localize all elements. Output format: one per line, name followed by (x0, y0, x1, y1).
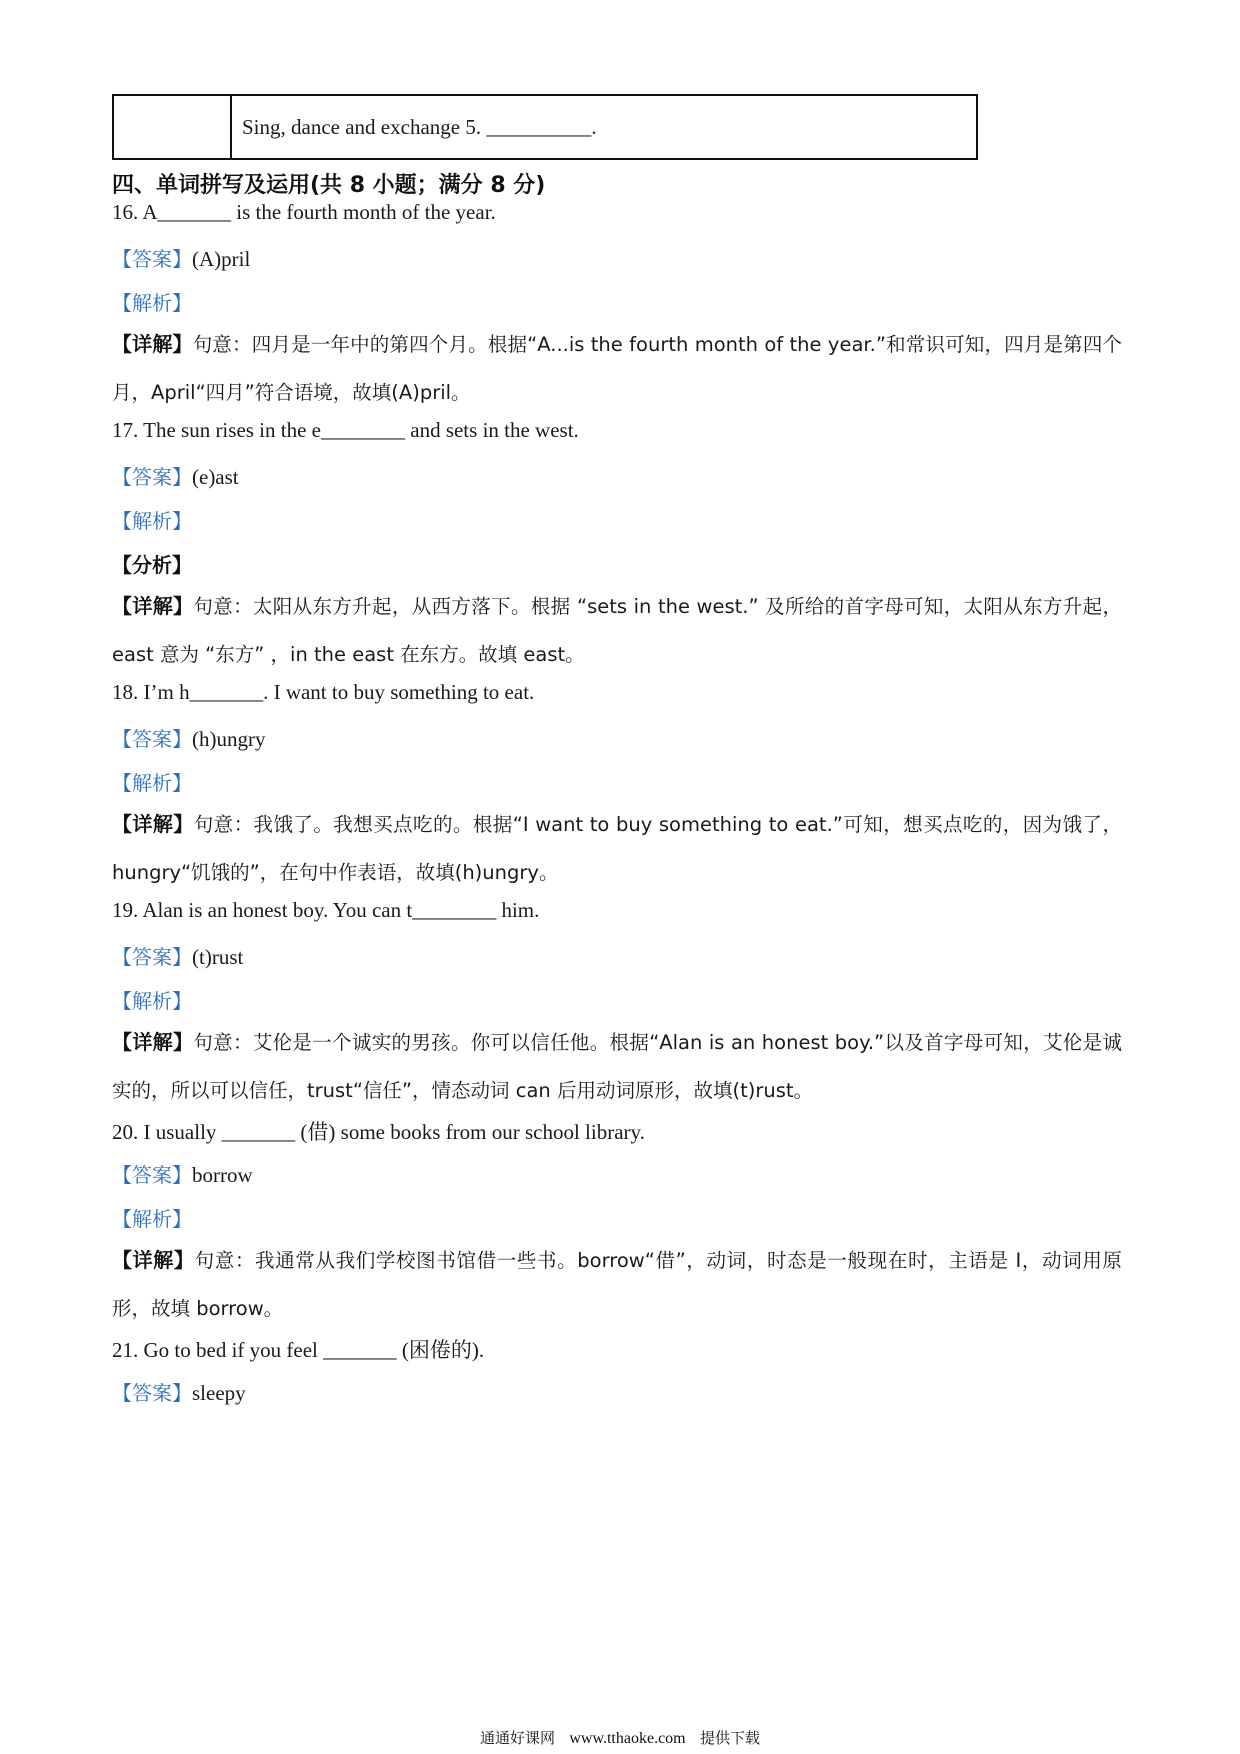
answer-value: sleepy (192, 1381, 246, 1405)
table-empty-cell (114, 96, 232, 158)
analysis-line-17 (112, 505, 192, 534)
analysis-line-19 (112, 985, 192, 1014)
footer-site-name: 通通好课网 (480, 1729, 556, 1747)
answer-line-18 (112, 723, 265, 752)
question-21: 21. Go to bed if you feel _______ (困倦的). (112, 1338, 485, 1362)
detail-text: 句意：我通常从我们学校图书馆借一些书。borrow“借”，动词，时态是一般现在时，主语是 I，动词用原形，故填 borrow。 (112, 1249, 1122, 1320)
answer-line-21 (112, 1377, 246, 1406)
answer-tag: 【答案】 (112, 1163, 192, 1187)
detail-tag: 【详解】 (112, 1030, 194, 1054)
analysis-tag: 【解析】 (112, 771, 192, 795)
analysis-tag: 【解析】 (112, 989, 192, 1013)
answer-value: borrow (192, 1163, 253, 1187)
analysis-line-18 (112, 767, 192, 796)
detail-16 (112, 320, 1122, 417)
question-17: 17. The sun rises in the e________ and sets in the west. (112, 418, 579, 442)
page-footer (0, 1727, 1240, 1748)
detail-20 (112, 1236, 1122, 1333)
detail-text: 句意：我饿了。我想买点吃的。根据“I want to buy something to eat.”可知，想买点吃的，因为饿了，hungry“饥饿的”，在句中作表语，故填(h)ungry。 (112, 813, 1122, 884)
answer-value: (t)rust (192, 945, 244, 969)
breakdown-tag: 【分析】 (112, 553, 192, 577)
analysis-tag: 【解析】 (112, 509, 192, 533)
answer-tag: 【答案】 (112, 465, 192, 489)
detail-tag: 【详解】 (112, 594, 194, 618)
answer-table-row (112, 94, 978, 160)
answer-tag: 【答案】 (112, 247, 192, 271)
detail-18 (112, 800, 1122, 897)
answer-value: (e)ast (192, 465, 239, 489)
detail-text: 句意：艾伦是一个诚实的男孩。你可以信任他。根据“Alan is an honest boy.”以及首字母可知，艾伦是诚实的，所以可以信任，trust“信任”，情态动词 can 后用动词原形，故填(t)rust。 (112, 1031, 1123, 1102)
analysis-line-20 (112, 1203, 192, 1232)
detail-tag: 【详解】 (112, 1248, 195, 1272)
answer-value: (h)ungry (192, 727, 266, 751)
answer-line-20 (112, 1159, 253, 1188)
detail-tag: 【详解】 (112, 812, 194, 836)
detail-text: 句意：四月是一年中的第四个月。根据“A...is the fourth month of the year.”和常识可知，四月是第四个月，April“四月”符合语境，故填(A)pril。 (112, 333, 1123, 404)
answer-tag: 【答案】 (112, 1381, 192, 1405)
question-20: 20. I usually _______ (借) some books from our school library. (112, 1120, 645, 1144)
question-16: 16. A_______ is the fourth month of the year. (112, 200, 496, 224)
analysis-line-16 (112, 287, 192, 316)
footer-url-link[interactable]: www.tthaoke.com (569, 1730, 686, 1747)
detail-17 (112, 582, 1122, 679)
answer-line-16 (112, 243, 250, 272)
question-19: 19. Alan is an honest boy. You can t________ him. (112, 898, 540, 922)
answer-tag: 【答案】 (112, 727, 192, 751)
breakdown-line-17 (112, 549, 192, 578)
answer-value: (A)pril (192, 247, 251, 271)
footer-download-text: 提供下载 (699, 1729, 760, 1747)
answer-line-17 (112, 461, 239, 490)
section-title: 四、单词拼写及运用(共 8 小题；满分 8 分) (112, 173, 546, 198)
question-18: 18. I’m h_______. I want to buy something to eat. (112, 680, 535, 704)
analysis-tag: 【解析】 (112, 1207, 192, 1231)
detail-tag: 【详解】 (112, 332, 193, 356)
answer-line-19 (112, 941, 243, 970)
answer-tag: 【答案】 (112, 945, 192, 969)
detail-text: 句意：太阳从东方升起，从西方落下。根据 “sets in the west.” 及所给的首字母可知，太阳从东方升起，east 意为 “东方” ，in the east 在东方。故填 east。 (112, 595, 1122, 666)
table-text-cell: Sing, dance and exchange 5. __________. (242, 114, 597, 139)
detail-19 (112, 1018, 1122, 1115)
analysis-tag: 【解析】 (112, 291, 192, 315)
